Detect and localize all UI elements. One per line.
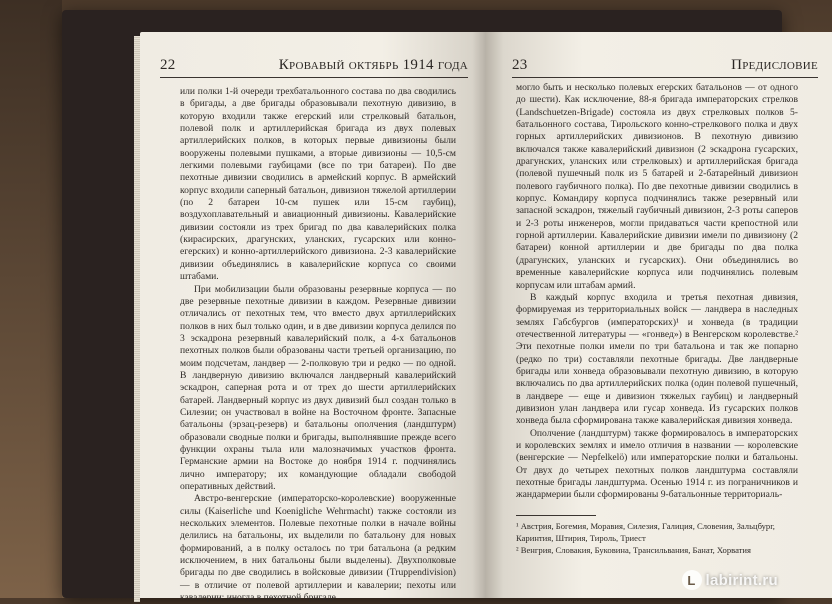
left-running-title: Кровавый октябрь 1914 года [278,57,468,73]
table-surface [0,0,62,598]
footnote-divider [516,515,596,516]
right-page-number: 23 [512,57,528,73]
labirint-logo-icon: L [682,570,702,590]
left-paragraph: При мобилизации были образованы резервные корпуса — по две резервные пехотные дивизии в каждом. Резервные дивизии отличались от пехотных тем, что вместо двух артиллерийских полков в них был только один, и в две дивизии корпуса делился по 3 эскадрона резервный кавалерийский полк, а 4-х батальонов пехотных полков были образованы части третьей организацию, по моим подсчетам, ландвер — 2-полковую три и редко — по одной. В ландверную дивизию включался ландверный кавалерийский эскадрон, саперная рота и от трех до шести артиллерийских батарей. Ландверный корпус из двух дивизий был создан только в Силезии; он участвовал в войне на Восточном фронте. Запасные батальоны (эрзац-резерв) и батальоны ополчения (ландштурм) образовали сводные полки и бригады, выполнявшие прежде всего функции охраны тыла или малозначимых участков фронта. Германские армии на Востоке до ноября 1914 г. подчинялись лично императору; их командующие обладали свободой оперативных действий. [180,283,456,492]
left-running-head [160,48,468,78]
watermark [682,570,778,590]
right-paragraph: могло быть и несколько полевых егерских батальонов — от одного до шести). Как исключение, 88-я бригада императорских стрелков (Landschuetzen-Brigade) состояла из двух стрелковых полков 5-батальонного состава, Тирольского конно-стрелкового полка и двух горных артиллерийских дивизионов. В пехотную дивизию включался также кавалерийский дивизион (2 эскадрона гусарских, драгунских, уланских или стрелковых) и артиллерийская бригада (полевой пушечный полк из 5 батарей и 2-батарейный дивизион полевого гаубичного полка). По две пехотные дивизии сводились в корпус. Командиру корпуса подчинялись также резервный или запасной эскадрон, тяжелый гаубичный дивизион, 2-3 роты саперов и 2-3 роты инженеров, могли придаваться части крепостной или горной артиллерии. Кавалерийские дивизии имели по дивизиону (2 батареи) конной артиллерии и две бригады по два полка (драгунских, уланских и гусарских). Они объединялись во временные кавалерийские корпуса или подчинялись полевым корпусам или штабам армий. [516,82,798,291]
right-paragraph: В каждый корпус входила и третья пехотная дивизия, формируемая из территориальных войск — ландвера в наследных землях Габсбургов (императорских)¹ и хонведа (в традиции отечественной литературы — «гонвед») в Венгерском королевстве.² Эти пехотные полки имели по три батальона и так же попарно (редко по три) составляли пехотные бригады. Две ландверные бригады или хонведа образовывали пехотную дивизию, в которую включались по два артиллерийских полка (один полевой пушечный, в ландвере — еще и дивизион тяжелых гаубиц) и ландверный дивизион улан ландвера или гусар хонведа. Из гусарских полков хонведа была сформирована также кавалерийская дивизия хонведа. [516,291,798,427]
footnotes [516,515,798,556]
right-page [486,32,832,598]
right-body-text [516,82,798,502]
watermark-text: labirint.ru [705,571,778,589]
left-body-text [180,86,456,604]
right-running-title: Предисловие [731,57,818,73]
open-book [62,10,818,604]
footnote: ² Венгрия, Словакия, Буковина, Трансильвания, Банат, Хорватия [516,545,751,555]
left-page-number: 22 [160,57,176,73]
left-page [140,32,486,604]
right-running-head [512,48,818,78]
left-paragraph: или полки 1-й очереди трехбатальонного состава по два сводились в бригады, а две бригады образовывали пехотную дивизию, в которую входили также егерский или стрелковый батальон, полевой полк и артиллерийская бригада из двух полевых артиллерийских полков, в которых первые дивизионы были вооружены полевыми пушками, а вторые дивизионы — 10,5-см легкими полевыми гаубицами (все по три батареи). По две пехотные дивизии сводились в армейский корпус. В армейский корпус входили саперный батальон, дивизион тяжелой артиллерии (по 2 батареи 10-см пушек или 15-см гаубиц), воздухоплавательный и авиационный дивизионы. Кавалерийские дивизии состояли из трех бригад по два кавалерийских полка (кирасирских, драгунских, уланских, гусарских или конно-егерских) и конно-артиллерийского дивизиона. 2-3 кавалерийские дивизии объединялись в кавалерийские корпуса со своими штабами. [180,86,456,283]
left-paragraph: Австро-венгерские (императорско-королевские) вооруженные силы (Kaiserliche und Koenigliche Wehrmacht) также состояли из нескольких элементов. Полевые пехотные полки в начале войны делились на батальоны, их выделили по батальону для новых формирований, а в полку осталось по три батальона (а редким исключением, в них батальоны были выделены). Двухполковые бригады по две сводились в войсковые дивизии (Truppendivision) — в отличие от полевой артиллерии и кавалерии; пехоты или кавалерии; иногда в пехотной бригаде [180,493,456,604]
footnote: ¹ Австрия, Богемия, Моравия, Силезия, Галиция, Словения, Зальцбург, Каринтия, Штирия, Тироль, Триест [516,521,775,543]
right-paragraph: Ополчение (ландштурм) также формировалось в императорских и королевских землях и имело отличия в названии — королевские (венгерские — Nepfelkelö) или императорские полки и батальоны. От двух до четырех пехотных полков ландштурма составляли пехотные бригады ландштурма. Осенью 1914 г. из пограничников и жандармерии были сформированы 9-батальонные территориаль- [516,427,798,501]
